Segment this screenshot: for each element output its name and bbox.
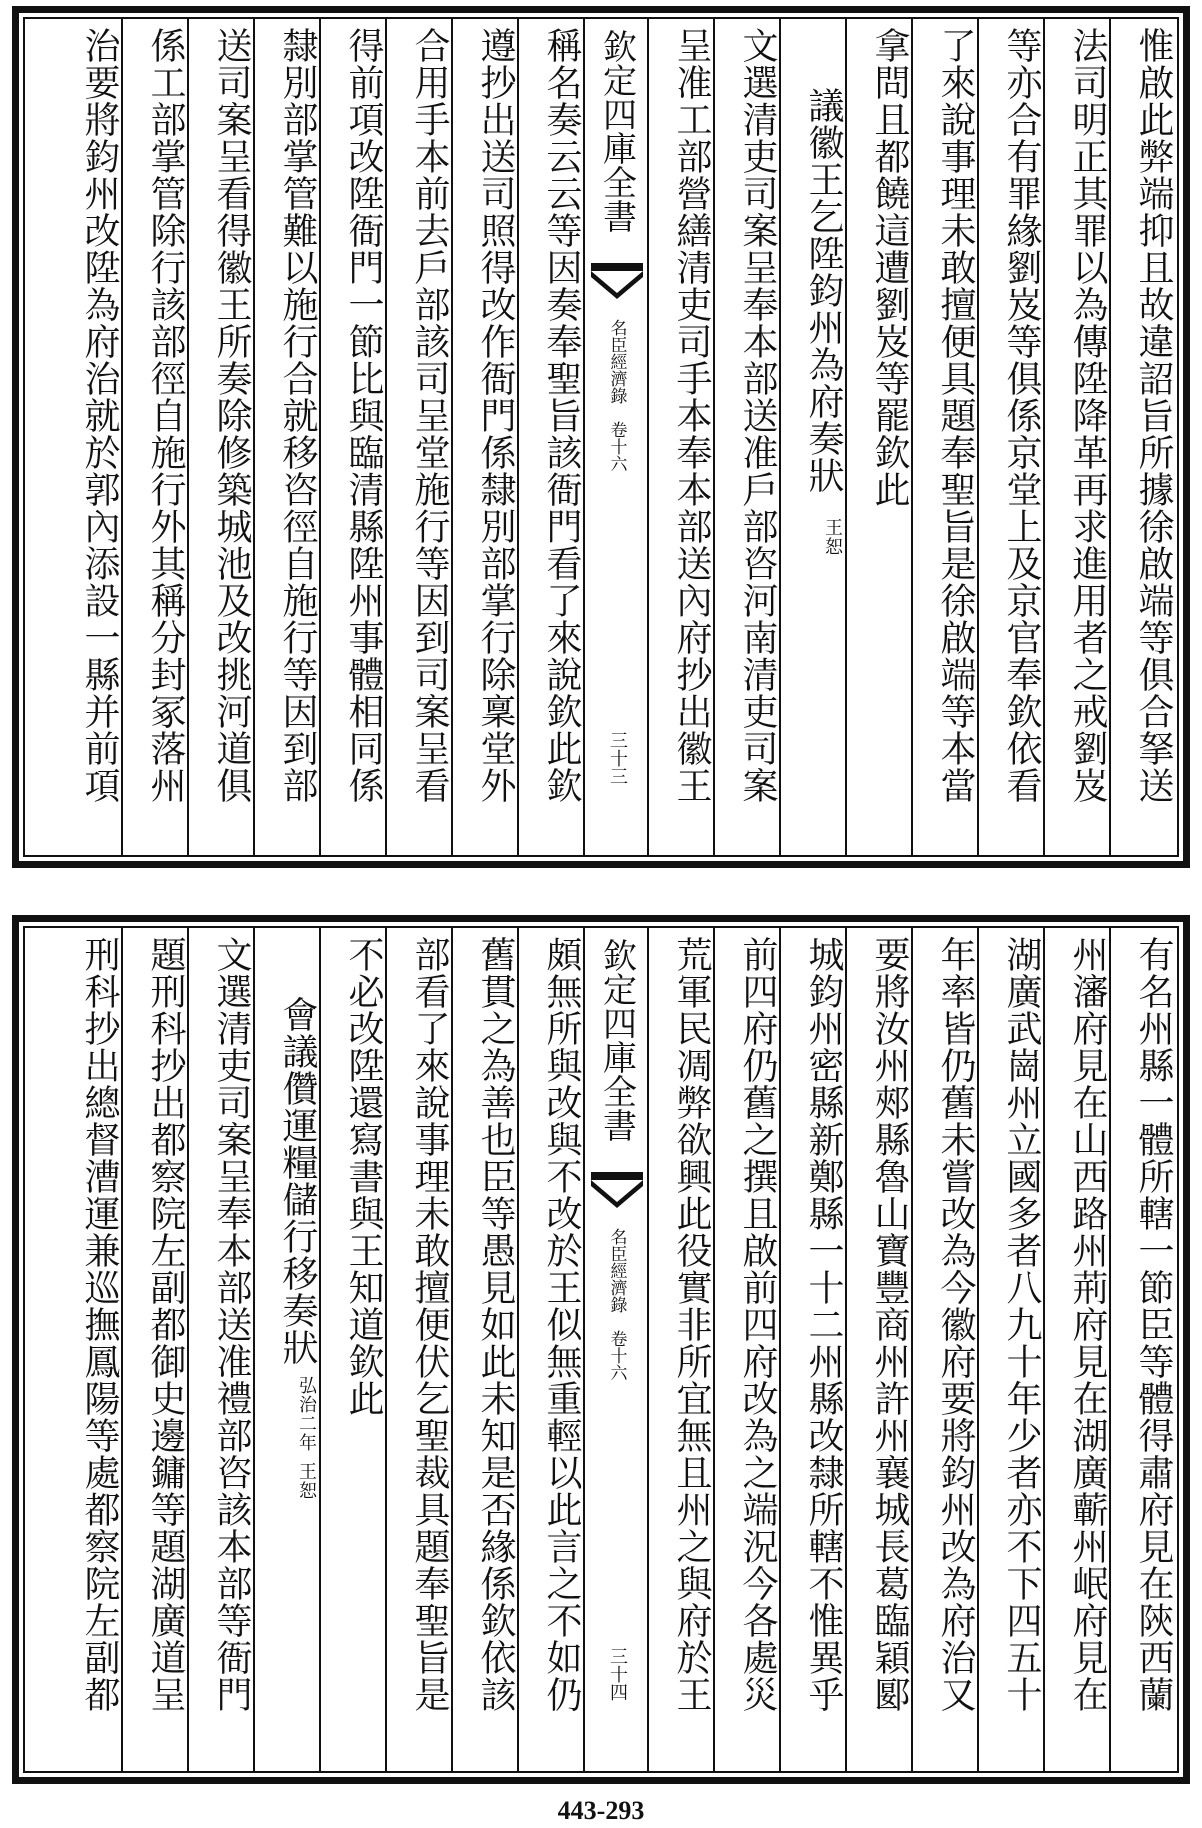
bottom-page-frame [23,926,1179,1773]
text-column: 州瀋府見在山西路州荊府見在湖廣蘄州岷府見在 [1067,936,1108,1713]
column-rule [845,19,847,855]
text-column: 治要將鈞州改陞為府治就於郭內添設一縣并前項 [79,27,120,804]
text-column: 拿問且都饒這遭劉岌等罷欽此 [869,27,910,508]
text-column: 等亦合有罪緣劉岌等俱係京堂上及京官奉欽依看 [1001,27,1042,804]
text-column: 得前項改陞衙門一節比與臨清縣陞州事體相同係 [343,27,384,804]
column-rule [845,928,847,1771]
book-title: 欽定四庫全書 [596,29,637,233]
text-column: 合用手本前去戶部該司呈堂施行等因到司案呈看 [409,27,450,804]
column-rule [385,19,387,855]
column-rule [451,928,453,1771]
column-rule [253,19,255,855]
column-rule [451,19,453,855]
reign-note: 弘治二年 [296,1376,317,1452]
author-note: 王恕 [296,1462,317,1500]
page-spine [585,19,649,855]
text-column: 送司案呈看得徽王所奏除修築城池及改挑河道俱 [211,27,252,804]
column-rule [253,928,255,1771]
column-rule [517,19,519,855]
text-column: 文選清吏司案呈奉本部送准戶部咨河南清吏司案 [737,27,778,804]
page-number: 三十三 [607,731,628,785]
section-title [803,27,844,847]
column-rule [319,19,321,855]
column-rule [713,928,715,1771]
text-column: 稱名奏云云等因奏奉聖旨該衙門看了來說欽此欽 [541,27,582,804]
column-rule [713,19,715,855]
section-name: 名臣經濟錄 [606,319,627,404]
text-column: 係工部掌管除行該部徑自施行外其稱分封冢落州 [145,27,186,804]
text-column: 部看了來說事理未敢擅便伏乞聖裁具題奉聖旨是 [409,936,450,1713]
text-column: 文選清吏司案呈奉本部送准禮部咨該本部等衙門 [211,936,252,1713]
text-column: 湖廣武崗州立國多者八九十年少者亦不下四五十 [1001,936,1042,1713]
text-column: 題刑科抄出都察院左副都御史邊鏞等題湖廣道呈 [145,936,186,1713]
section-title-text: 議徽王乞陞鈞州為府奏狀 [803,87,844,494]
bottom-page [12,915,1190,1784]
column-rule [977,19,979,855]
column-rule [121,19,123,855]
author-note: 王恕 [822,518,843,556]
column-rule [517,928,519,1771]
text-column: 舊貫之為善也臣等愚見如此未知是否緣係欽依該 [475,936,516,1713]
text-column: 隸別部掌管難以施行合就移咨徑自施行等因到部 [277,27,318,804]
column-rule [977,928,979,1771]
section-title [277,936,318,1763]
column-rule [779,928,781,1771]
column-rule [385,928,387,1771]
text-column: 頗無所與改與不改於王似無重輕以此言之不如仍 [541,936,582,1713]
volume-label: 卷十六 [606,1330,627,1381]
footer-code: 443-293 [557,1796,645,1825]
text-column: 要將汝州郟縣魯山寶豐商州許州襄城長葛臨穎郾 [869,936,910,1713]
page-number: 三十四 [607,1647,628,1701]
column-rule [319,928,321,1771]
text-column: 刑科抄出總督漕運兼巡撫鳳陽等處都察院左副都 [79,936,120,1713]
book-title: 欽定四庫全書 [596,938,637,1142]
text-column: 年率皆仍舊未嘗改為今徽府要將鈞州改為府治又 [935,936,976,1713]
text-column: 不必改陞還寫書與王知道欽此 [343,936,384,1417]
column-rule [583,928,585,1771]
text-column: 惟啟此弊端抑且故違詔旨所據徐啟端等俱合拏送 [1133,27,1174,804]
text-column: 前四府仍舊之撰且啟前四府改為之端況今各處災 [737,936,778,1713]
text-column: 有名州縣一體所轄一節臣等體得肅府見在陝西蘭 [1133,936,1174,1713]
column-rule [1109,928,1111,1771]
top-page [12,6,1190,868]
column-rule [121,928,123,1771]
column-rule [911,928,913,1771]
column-rule [583,19,585,855]
column-rule [779,19,781,855]
text-column: 法司明正其罪以為傳陞降革再求進用者之戒劉岌 [1067,27,1108,804]
fish-tail-mark-icon [591,263,643,303]
column-rule [187,19,189,855]
fish-tail-mark-icon [591,1172,643,1212]
volume-label: 卷十六 [606,421,627,472]
text-column: 呈准工部營繕清吏司手本奉本部送內府抄出徽王 [671,27,712,804]
spine-section [605,1228,630,1381]
section-name: 名臣經濟錄 [606,1228,627,1313]
column-rule [1043,928,1045,1771]
column-rule [911,19,913,855]
column-rule [1109,19,1111,855]
text-column: 城鈞州密縣新鄭縣一十二州縣改隸所轄不惟異乎 [803,936,844,1713]
spine-section [605,319,630,472]
text-column: 遵抄出送司照得改作衙門係隸別部掌行除稟堂外 [475,27,516,804]
top-page-frame [23,17,1179,857]
column-rule [1043,19,1045,855]
column-rule [187,928,189,1771]
section-title-text: 會議儹運糧儲行移奏狀 [277,996,318,1366]
text-column: 荒軍民凋弊欲興此役實非所宜無且州之與府於王 [671,936,712,1713]
text-column: 了來說事理未敢擅便具題奉聖旨是徐啟端等本當 [935,27,976,804]
page-spine [585,928,649,1771]
